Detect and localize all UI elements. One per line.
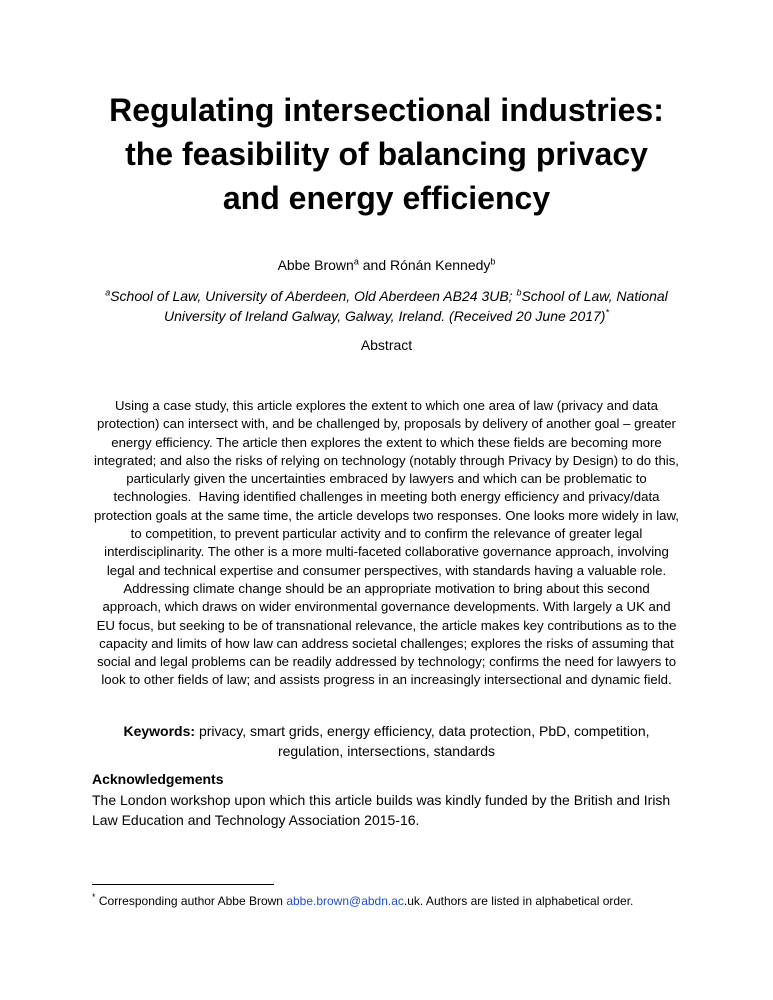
acknowledgements-heading: Acknowledgements bbox=[92, 771, 224, 787]
abstract-line: Addressing climate change should be an appropriate motivation to bring about this second bbox=[123, 580, 650, 596]
title-line-3: and energy efficiency bbox=[222, 180, 551, 216]
affiliation-b-text-end: University of Ireland Galway, Galway, Ireland. (Received 20 June 2017) bbox=[164, 308, 606, 324]
keywords-line-1 bbox=[90, 721, 683, 741]
title-line-1: Regulating intersectional industries: bbox=[109, 92, 664, 128]
abstract-line: capacity and limits of how law can address societal challenges; explores the risks of assuming that bbox=[99, 635, 674, 651]
author-1-affiliation-mark: a bbox=[353, 256, 359, 267]
abstract-line: legal and technical expertise and consumer perspectives, with standards having a valuable role. bbox=[106, 562, 667, 578]
abstract-line: approach, which draws on wider environmental governance developments. With largely a UK and bbox=[102, 599, 671, 615]
abstract-line: to competition, to prevent particular activity and to confirm the relevance of greater legal bbox=[130, 526, 643, 542]
author-2-affiliation-mark: b bbox=[490, 256, 496, 267]
author-2-name: Rónán Kennedy bbox=[390, 257, 491, 273]
abstract-line: particularly given the uncertainties embraced by lawyers and which can be problematic to bbox=[126, 471, 647, 487]
abstract-line: protection) can intersect with, and be challenged by, proposals by delivery of another goal – greater bbox=[97, 416, 676, 432]
abstract-body bbox=[70, 397, 703, 690]
affiliation-b-text-start: School of Law, National bbox=[521, 288, 668, 304]
affiliation-line-2 bbox=[80, 306, 693, 326]
author-list bbox=[0, 256, 773, 274]
keywords-label: Keywords: bbox=[123, 723, 196, 739]
footnote-text-end: .uk. Authors are listed in alphabetical order. bbox=[403, 894, 634, 908]
author-1-name: Abbe Brown bbox=[277, 257, 354, 273]
abstract-line: Using a case study, this article explores the extent to which one area of law (privacy and data bbox=[115, 398, 658, 413]
abstract-line: energy efficiency. The article then explores the extent to which these fields are becoming more bbox=[111, 434, 662, 450]
acknowledgements-line: Law Education and Technology Association 2015-16. bbox=[92, 812, 420, 828]
author-connector: and bbox=[362, 257, 387, 273]
abstract-line: interdisciplinarity. The other is a more multi-faceted collaborative governance approach, involving bbox=[104, 544, 669, 560]
footnote bbox=[92, 893, 633, 909]
footnote-reference-mark[interactable]: * bbox=[605, 307, 609, 318]
author-email-link[interactable]: abbe.brown@abdn.ac bbox=[286, 894, 404, 908]
keywords-list-start: privacy, smart grids, energy efficiency, data protection, PbD, competition, bbox=[195, 723, 650, 739]
abstract-line: EU focus, but seeking to be of transnational relevance, the article makes key contributions as to the bbox=[96, 617, 677, 633]
affiliations bbox=[80, 286, 693, 326]
acknowledgements-body bbox=[92, 790, 692, 830]
abstract-line: integrated; and also the risks of relying on technology (notably through Privacy by Design) to do this, bbox=[94, 452, 679, 468]
affiliation-b-mark: b bbox=[516, 287, 522, 298]
abstract-line: social and legal problems can be readily addressed by technology; confirms the need for lawyers to bbox=[96, 654, 677, 670]
footnote-divider bbox=[92, 884, 274, 885]
abstract-line: technologies. Having identified challenges in meeting both energy efficiency and privacy/data bbox=[113, 489, 660, 505]
keywords bbox=[90, 721, 683, 761]
affiliation-line-1 bbox=[80, 286, 693, 306]
paper-title bbox=[60, 88, 713, 220]
abstract-line: protection goals at the same time, the article develops two responses. One looks more widely in law, bbox=[94, 507, 679, 523]
keywords-line-2: regulation, intersections, standards bbox=[277, 743, 496, 759]
footnote-text-start: Corresponding author Abbe Brown bbox=[95, 894, 287, 908]
abstract-heading: Abstract bbox=[360, 337, 413, 353]
affiliation-a-mark: a bbox=[105, 287, 111, 298]
affiliation-a-text: School of Law, University of Aberdeen, Old Aberdeen AB24 3UB; bbox=[110, 288, 517, 304]
title-line-2: the feasibility of balancing privacy bbox=[125, 136, 648, 172]
acknowledgements-line: The London workshop upon which this article builds was kindly funded by the British and Irish bbox=[92, 792, 671, 808]
footnote-mark: * bbox=[92, 892, 96, 902]
abstract-line: look to other fields of law; and assists progress in an increasingly intersectional and dynamic field. bbox=[101, 672, 672, 688]
